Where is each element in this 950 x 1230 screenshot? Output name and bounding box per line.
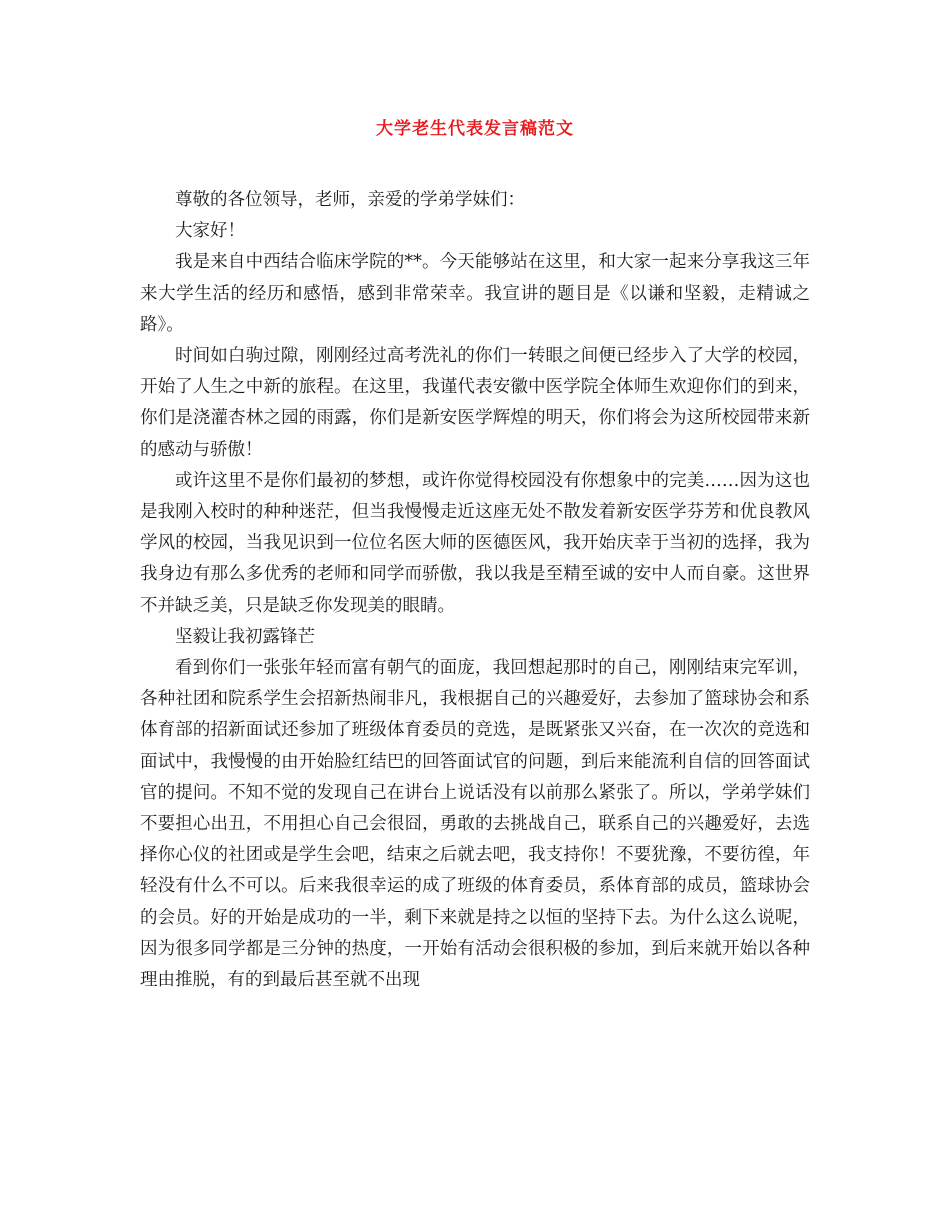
document-page — [140, 118, 810, 996]
paragraph-welcome: 时间如白驹过隙，刚刚经过高考洗礼的你们一转眼之间便已经步入了大学的校园，开始了人生之中新的旅程。在这里，我谨代表安徽中医学院全体师生欢迎你们的到来，你们是浇灌杏林之园的雨露，你们是新安医学辉煌的明天，你们将会为这所校园带来新的感动与骄傲！ — [140, 346, 810, 460]
paragraph-experience: 看到你们一张张年轻而富有朝气的面庞，我回想起那时的自己，刚刚结束完军训，各种社团和院系学生会招新热闹非凡，我根据自己的兴趣爱好，去参加了篮球协会和系体育部的招新面试还参加了班级体育委员的竞选，是既紧张又兴奋，在一次次的竞选和面试中，我慢慢的由开始脸红结巴的回答面试官的问题，到后来能流利自信的回答面试官的提问。不知不觉的发现自己在讲台上说话没有以前那么紧张了。所以，学弟学妹们不要担心出丑，不用担心自己会很囧，勇敢的去挑战自己，联系自己的兴趣爱好，去选择你心仪的社团或是学生会吧，结束之后就去吧，我支持你！不要犹豫，不要彷徨，年轻没有什么不可以。后来我很幸运的成了班级的体育委员，系体育部的成员，篮球协会的会员。好的开始是成功的一半，剩下来就是持之以恒的坚持下去。为什么这么说呢，因为很多同学都是三分钟的热度，一开始有活动会很积极的参加，到后来就开始以各种理由推脱，有的到最后甚至就不出现 — [140, 658, 810, 991]
paragraph-campus: 或许这里不是你们最初的梦想，或许你觉得校园没有你想象中的完美……因为这也是我刚入校时的种种迷茫，但当我慢慢走近这座无处不散发着新安医学芬芳和优良教风学风的校园，当我见识到一位位名医大师的医德医风，我开始庆幸于当初的选择，我为我身边有那么多优秀的老师和同学而骄傲，我以我是至精至诚的安中人而自豪。这世界不并缺乏美，只是缺乏你发现美的眼睛。 — [140, 470, 810, 616]
paragraph-salutation: 尊敬的各位领导，老师，亲爱的学弟学妹们： — [175, 190, 525, 210]
document-title: 大学老生代表发言稿范文 — [376, 119, 574, 139]
paragraph-intro: 我是来自中西结合临床学院的**。今天能够站在这里，和大家一起来分享我这三年来大学生活的经历和感悟，感到非常荣幸。我宣讲的题目是《以谦和坚毅，走精诚之路》。 — [140, 252, 810, 335]
paragraph-greeting: 大家好！ — [175, 221, 245, 242]
section-heading: 坚毅让我初露锋芒 — [175, 626, 315, 647]
